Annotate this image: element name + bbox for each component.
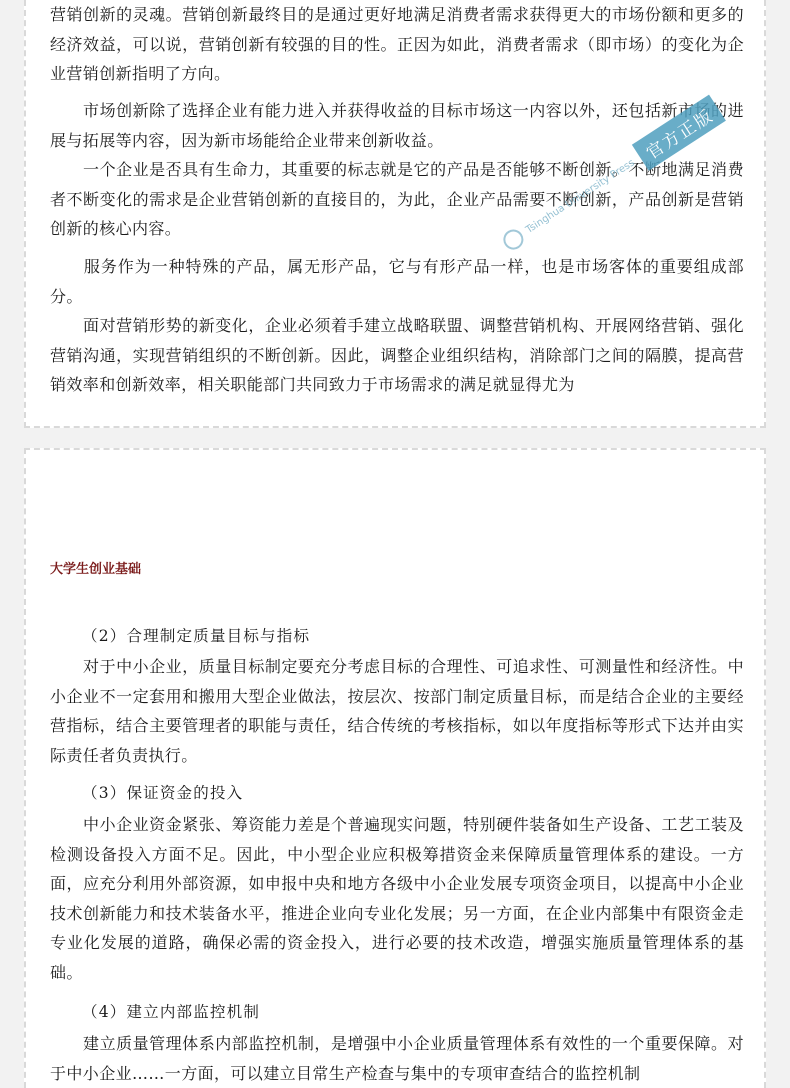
section-heading: （2）合理制定质量目标与指标 bbox=[82, 627, 311, 645]
paragraph: 面对营销形势的新变化，企业必须着手建立战略联盟、调整营销机构、开展网络营销、强化营销沟通，实现营销组织的不断创新。因此，调整企业组织结构，消除部门之间的隔膜，提高营销效率和创新效率，相关职能部门共同致力于市场需求的满足就显得尤为 bbox=[50, 316, 744, 394]
paragraph: 对于中小企业，质量目标制定要充分考虑目标的合理性、可追求性、可测量性和经济性。中小企业不一定套用和搬用大型企业做法，按层次、按部门制定质量目标，而是结合企业的主要经营指标，结合主要管理者的职能与责任，结合传统的考核指标，如以年度指标等形式下达并由实际责任者负责执行。 bbox=[50, 657, 744, 765]
section-heading: （3）保证资金的投入 bbox=[82, 784, 244, 802]
top-page bbox=[24, 0, 766, 428]
paragraph: 市场创新除了选择企业有能力进入并获得收益的目标市场这一内容以外，还包括新市场的进展与拓展等内容，因为新市场能给企业带来创新收益。 bbox=[50, 101, 744, 150]
bottom-page bbox=[24, 448, 766, 1088]
paragraph: 一个企业是否具有生命力，其重要的标志就是它的产品是否能够不断创新。不断地满足消费者不断变化的需求是企业营销创新的直接目的，为此，企业产品需要不断创新，产品创新是营销创新的核心内容。 bbox=[50, 160, 744, 238]
section-heading: （4）建立内部监控机制 bbox=[82, 1003, 261, 1021]
paragraph: 服务作为一种特殊的产品，属无形产品，它与有形产品一样，也是市场客体的重要组成部分。 bbox=[50, 257, 744, 306]
watermark-publisher: Tsinghua University Press bbox=[523, 157, 637, 236]
paragraph: 营销创新的灵魂。营销创新最终目的是通过更好地满足消费者需求获得更大的市场份额和更多的经济效益，可以说，营销创新有较强的目的性。正因为如此，消费者需求（即市场）的变化为企业营销创新指明了方向。 bbox=[50, 5, 744, 83]
watermark-label: 官方正版 bbox=[632, 94, 726, 170]
paragraph: 中小企业资金紧张、筹资能力差是个普遍现实问题，特别硬件装备如生产设备、工艺工装及检测设备投入方面不足。因此，中小型企业应积极筹措资金来保障质量管理体系的建设。一方面，应充分利用外部资源，如申报中央和地方各级中小企业发展专项资金项目，以提高中小企业技术创新能力和技术装备水平，推进企业向专业化发展；另一方面，在企业内部集中有限资金走专业化发展的道路，确保必需的资金投入，进行必要的技术改造，增强实施质量管理体系的基础。 bbox=[50, 815, 744, 982]
running-head: 大学生创业基础 bbox=[50, 562, 142, 577]
paragraph: 建立质量管理体系内部监控机制，是增强中小企业质量管理体系有效性的一个重要保障。对于中小企业……一方面，可以建立目常生产检查与集中的专项审查结合的监控机制 bbox=[50, 1034, 744, 1083]
